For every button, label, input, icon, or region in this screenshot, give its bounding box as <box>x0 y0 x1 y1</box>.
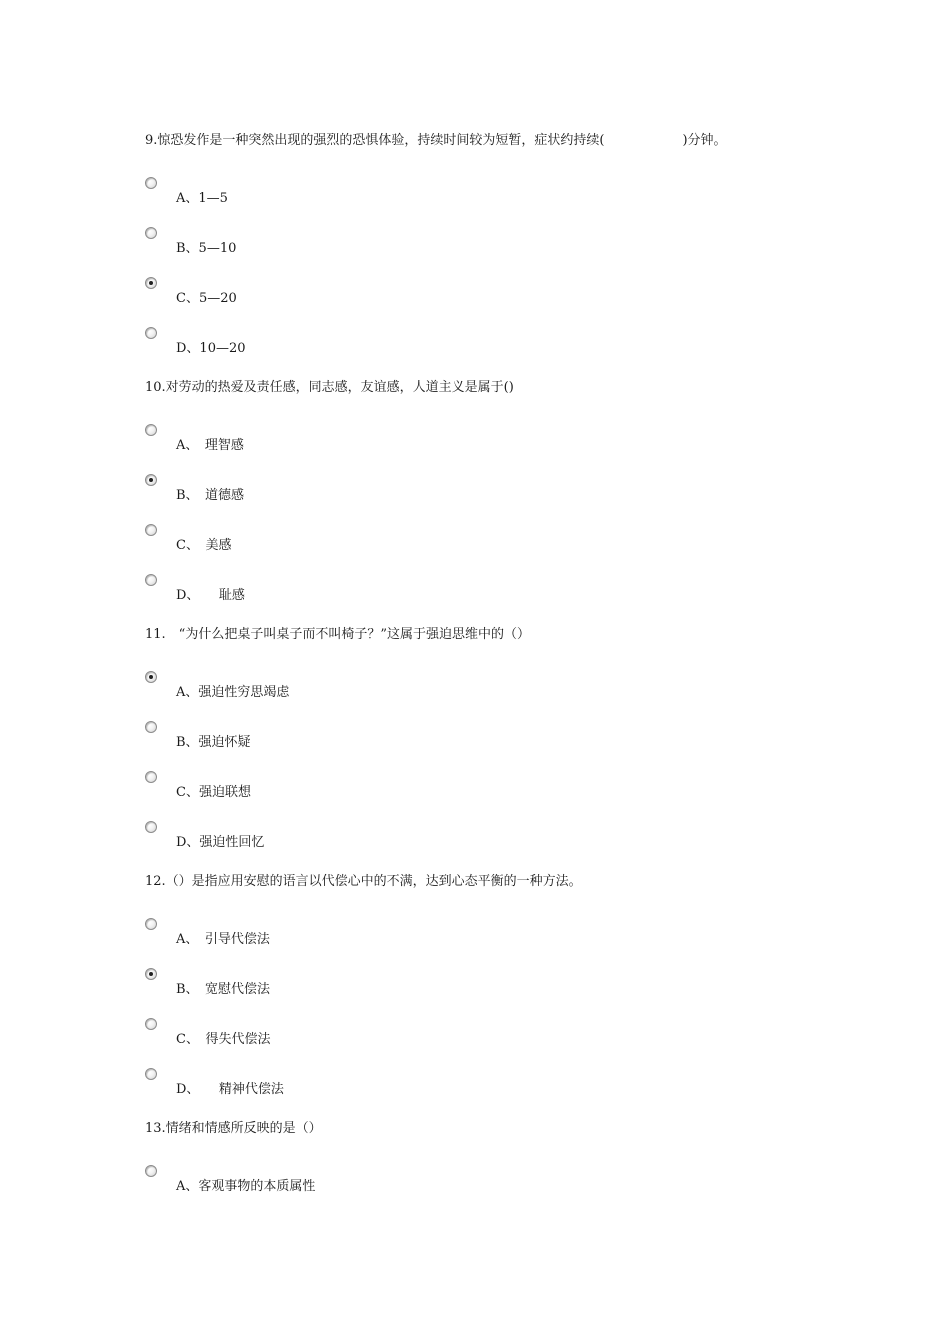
question-stem: 12.（）是指应用安慰的语言以代偿心中的不满，达到心态平衡的一种方法。 <box>145 874 582 889</box>
radio-button[interactable] <box>145 424 157 436</box>
option-label: D、 耻感 <box>176 588 245 603</box>
radio-button-selected[interactable] <box>145 277 157 289</box>
option-d[interactable] <box>145 821 745 861</box>
option-label: C、5—20 <box>176 291 237 306</box>
option-a[interactable] <box>145 671 745 711</box>
question-stem: 11. “为什么把桌子叫桌子而不叫椅子？”这属于强迫思维中的（） <box>145 627 530 642</box>
option-b[interactable] <box>145 968 745 1008</box>
option-label: A、客观事物的本质属性 <box>176 1179 316 1194</box>
question-stem: 9.惊恐发作是一种突然出现的强烈的恐惧体验，持续时间较为短暂，症状约持续( )分钟。 <box>145 133 727 148</box>
radio-button[interactable] <box>145 574 157 586</box>
option-label: C、 得失代偿法 <box>176 1032 271 1047</box>
radio-button[interactable] <box>145 524 157 536</box>
option-b[interactable] <box>145 227 745 267</box>
radio-button[interactable] <box>145 1068 157 1080</box>
option-label: B、5—10 <box>176 241 237 256</box>
option-b[interactable] <box>145 474 745 514</box>
option-label: B、 宽慰代偿法 <box>176 982 271 997</box>
option-a[interactable] <box>145 1165 745 1205</box>
radio-button[interactable] <box>145 177 157 189</box>
option-a[interactable] <box>145 918 745 958</box>
option-label: C、 美感 <box>176 538 232 553</box>
option-label: C、强迫联想 <box>176 785 251 800</box>
option-label: A、 理智感 <box>176 438 244 453</box>
question-stem: 13.情绪和情感所反映的是（） <box>145 1121 322 1136</box>
option-label: A、1—5 <box>176 191 228 206</box>
radio-button-selected[interactable] <box>145 671 157 683</box>
option-c[interactable] <box>145 524 745 564</box>
option-label: D、强迫性回忆 <box>176 835 265 850</box>
option-a[interactable] <box>145 424 745 464</box>
option-a[interactable] <box>145 177 745 217</box>
radio-button[interactable] <box>145 721 157 733</box>
radio-button[interactable] <box>145 771 157 783</box>
radio-button-selected[interactable] <box>145 968 157 980</box>
radio-button-selected[interactable] <box>145 474 157 486</box>
option-label: D、 精神代偿法 <box>176 1082 284 1097</box>
option-b[interactable] <box>145 721 745 761</box>
option-label: A、 引导代偿法 <box>176 932 270 947</box>
question-stem: 10.对劳动的热爱及责任感，同志感，友谊感，人道主义是属于() <box>145 380 514 395</box>
option-c[interactable] <box>145 277 745 317</box>
option-d[interactable] <box>145 327 745 367</box>
radio-button[interactable] <box>145 1165 157 1177</box>
option-d[interactable] <box>145 574 745 614</box>
option-label: B、 道德感 <box>176 488 245 503</box>
option-d[interactable] <box>145 1068 745 1108</box>
option-label: D、10—20 <box>176 341 246 356</box>
option-c[interactable] <box>145 1018 745 1058</box>
option-c[interactable] <box>145 771 745 811</box>
radio-button[interactable] <box>145 821 157 833</box>
radio-button[interactable] <box>145 918 157 930</box>
radio-button[interactable] <box>145 227 157 239</box>
option-label: A、强迫性穷思竭虑 <box>176 685 290 700</box>
radio-button[interactable] <box>145 1018 157 1030</box>
option-label: B、强迫怀疑 <box>176 735 251 750</box>
radio-button[interactable] <box>145 327 157 339</box>
